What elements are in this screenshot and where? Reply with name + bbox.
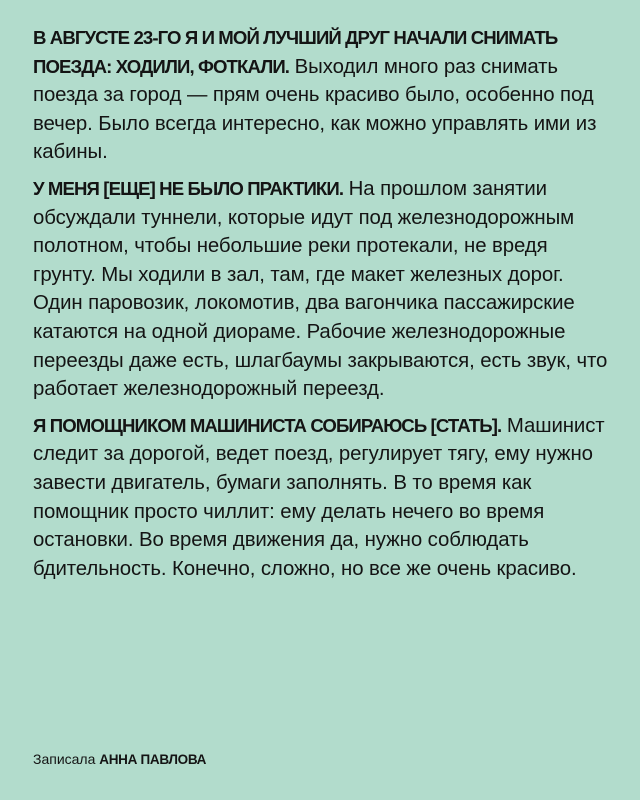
credit-author-name: АННА ПАВЛОВА [99,752,207,767]
paragraph-2-body: На прошлом занятии обсуждали туннели, которые идут под железнодорожным полотном, чтобы небольшие реки протекали, не вредя грунту. Мы ходили в зал, там, где макет железных дорог. Один паровозик, локомотив, два вагончика пассажирские катаются на одной диораме. Рабочие железнодорожные переезды даже есть, шлагбаумы закрываются, есть звук, что работает железнодорожный переезд. [33,177,608,401]
paragraph-3-body: Машинист следит за дорогой, ведет поезд, регулирует тягу, ему нужно завести двигатель, бумаги заполнять. В то время как помощник просто чиллит: ему делать нечего во время остановки. Во время движения да, нужно соблюдать бдительность. Конечно, сложно, но все же очень красиво. [33,414,605,580]
paragraph-2 [33,175,613,404]
paragraph-3-lead: Я ПОМОЩНИКОМ МАШИНИСТА СОБИРАЮСЬ [СТАТЬ]. [33,414,502,436]
credit-prefix: Записала [33,751,96,767]
paragraph-1 [33,24,613,167]
paragraph-1-body: Выходил много раз снимать поезда за город — прям очень красиво было, особенно под вечер. Было всегда интересно, как можно управлять ими из кабины. [33,55,597,164]
paragraph-3 [33,412,613,584]
article-body [33,24,613,591]
author-credit [33,750,206,769]
paragraph-2-lead: У МЕНЯ [ЕЩЕ] НЕ БЫЛО ПРАКТИКИ. [33,177,344,199]
paragraph-1-lead: В АВГУСТЕ 23-ГО Я И МОЙ ЛУЧШИЙ ДРУГ НАЧАЛИ СНИМАТЬ ПОЕЗДА: ХОДИЛИ, ФОТКАЛИ. [33,27,558,77]
